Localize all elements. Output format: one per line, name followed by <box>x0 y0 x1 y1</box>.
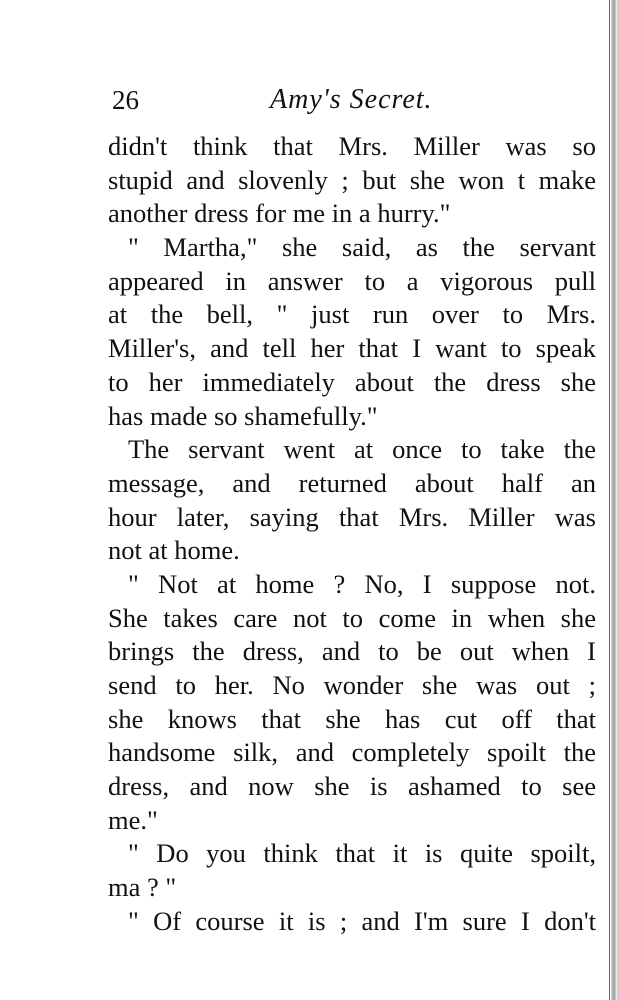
page-header <box>112 80 602 120</box>
text-line: She takes care not to come in when she <box>108 602 596 633</box>
page-number: 26 <box>112 85 139 115</box>
text-line: handsome silk, and completely spoilt the <box>108 737 596 768</box>
running-title: Amy's Secret. <box>270 84 433 115</box>
text-line: she knows that she has cut off that <box>108 703 596 734</box>
text-line: not at home. <box>108 535 240 566</box>
text-line: " Not at home ? No, I suppose not. <box>128 568 596 599</box>
text-line: another dress for me in a hurry." <box>108 198 451 229</box>
text-line: send to her. No wonder she was out ; <box>108 670 596 700</box>
text-line: brings the dress, and to be out when I <box>108 636 596 667</box>
text-line: dress, and now she is ashamed to see <box>108 771 596 802</box>
text-line: " Martha," she said, as the servant <box>128 232 596 263</box>
text-line: ma ? " <box>108 872 177 903</box>
text-line: The servant went at once to take the <box>128 434 596 465</box>
body-text <box>108 130 596 939</box>
text-line: to her immediately about the dress she <box>108 366 596 397</box>
page-edge <box>611 0 619 1000</box>
text-line: " Of course it is ; and I'm sure I don't <box>128 905 596 936</box>
text-line: didn't think that Mrs. Miller was so <box>108 131 596 161</box>
text-line: Miller's, and tell her that I want to speak <box>108 333 596 364</box>
text-line: appeared in answer to a vigorous pull <box>108 265 596 296</box>
text-line: hour later, saying that Mrs. Miller was <box>108 501 596 532</box>
text-line: " Do you think that it is quite spoilt, <box>128 838 596 869</box>
text-line: message, and returned about half an <box>108 467 596 498</box>
text-line: stupid and slovenly ; but she won t make <box>108 164 596 195</box>
text-line: has made so shamefully." <box>108 400 378 431</box>
text-line: me." <box>108 804 158 835</box>
text-line: at the bell, " just run over to Mrs. <box>108 299 596 330</box>
page-edge-shadow <box>609 0 610 1000</box>
